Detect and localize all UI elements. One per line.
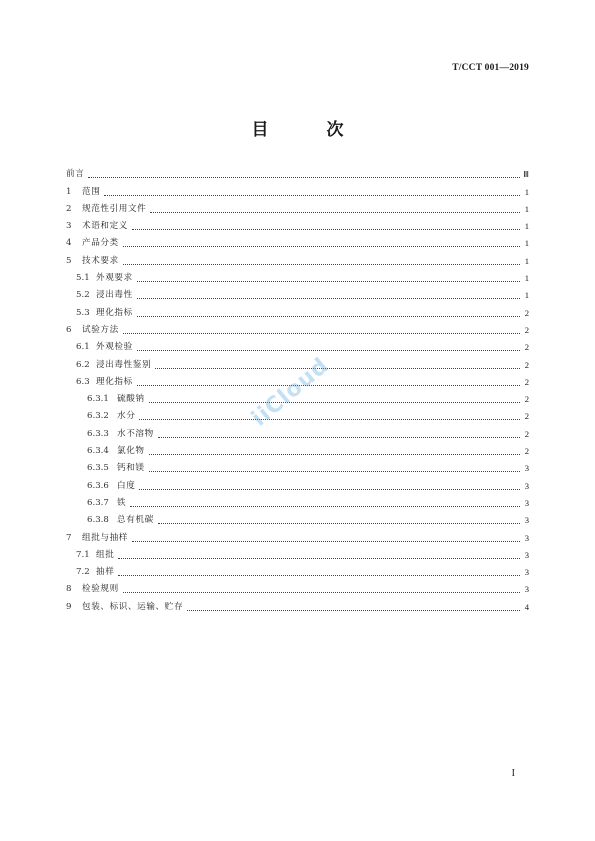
toc-dot-leader	[123, 591, 520, 593]
toc-entry-number: 6.3.3	[87, 428, 109, 439]
toc-dot-leader	[123, 245, 520, 247]
toc-entry[interactable]	[66, 319, 529, 336]
toc-entry-page: 2	[524, 307, 529, 318]
toc-dot-leader	[155, 367, 520, 369]
toc-entry-title: 规范性引用文件	[82, 203, 147, 214]
toc-dot-leader	[123, 332, 520, 334]
toc-entry-number: 7.1	[76, 549, 90, 560]
toc-entry[interactable]	[66, 267, 529, 284]
toc-entry-title: 抽样	[96, 567, 115, 578]
toc-entry-page: 3	[524, 497, 529, 508]
page-number: I	[511, 768, 515, 779]
toc-entry-number: 6.3.5	[87, 463, 109, 474]
toc-entry-page: 2	[524, 394, 529, 405]
toc-entry-page: 2	[524, 376, 529, 387]
toc-entry-number: 4	[66, 238, 72, 249]
toc-entry-number: 3	[66, 221, 72, 232]
toc-dot-leader	[130, 505, 520, 507]
toc-entry-title: 前言	[66, 169, 85, 180]
toc-entry[interactable]	[66, 405, 529, 422]
toc-entry-number: 2	[66, 203, 72, 214]
toc-entry[interactable]	[66, 284, 529, 301]
toc-entry[interactable]	[66, 544, 529, 561]
toc-dot-leader	[132, 540, 520, 542]
toc-entry[interactable]	[66, 353, 529, 370]
toc-entry-page: 2	[524, 342, 529, 353]
toc-dot-leader	[118, 557, 520, 559]
toc-dot-leader	[88, 176, 520, 178]
toc-entry-page: Ⅲ	[523, 169, 529, 180]
toc-entry-number: 5.2	[76, 290, 90, 301]
toc-entry-title: 理化指标	[96, 376, 133, 387]
toc-entry-title: 铁	[117, 497, 127, 508]
toc-entry-number: 9	[66, 601, 72, 612]
toc-entry-title: 组批	[96, 549, 115, 560]
toc-entry-page: 3	[524, 549, 529, 560]
toc-entry[interactable]	[66, 595, 529, 612]
toc-dot-leader	[118, 574, 520, 576]
toc-entry-title: 组批与抽样	[82, 532, 128, 543]
toc-entry-title: 白度	[117, 480, 136, 491]
toc-entry-page: 1	[524, 255, 529, 266]
toc-entry-number: 7.2	[76, 567, 90, 578]
toc-entry[interactable]	[66, 371, 529, 388]
toc-entry[interactable]	[66, 198, 529, 215]
page-title: 目 次	[251, 120, 370, 140]
watermark-text: iiCloud	[247, 353, 334, 432]
toc-dot-leader	[139, 488, 520, 490]
toc-entry-title: 水分	[117, 411, 136, 422]
toc-entry-number: 6.3.4	[87, 446, 109, 457]
toc-entry-number: 6.3.2	[87, 411, 109, 422]
toc-entry-page: 3	[524, 480, 529, 491]
toc-entry-number: 6.3.7	[87, 497, 109, 508]
toc-entry-title: 产品分类	[82, 238, 119, 249]
toc-entry-title: 包装、标识、运输、贮存	[82, 601, 184, 612]
toc-entry-page: 3	[524, 584, 529, 595]
toc-entry-number: 8	[66, 584, 72, 595]
toc-entry-page: 2	[524, 446, 529, 457]
toc-entry-page: 1	[524, 203, 529, 214]
toc-dot-leader	[137, 297, 520, 299]
toc-entry-page: 1	[524, 238, 529, 249]
table-of-contents	[66, 163, 529, 613]
toc-entry-title: 硫酸钠	[117, 394, 145, 405]
toc-entry[interactable]	[66, 422, 529, 439]
toc-dot-leader	[158, 522, 520, 524]
toc-entry[interactable]	[66, 336, 529, 353]
toc-entry-number: 5.1	[76, 273, 90, 284]
toc-entry-title: 范围	[82, 186, 101, 197]
toc-entry[interactable]	[66, 440, 529, 457]
toc-entry-page: 1	[524, 273, 529, 284]
toc-entry[interactable]	[66, 561, 529, 578]
toc-entry-number: 6.3.6	[87, 480, 109, 491]
toc-entry-page: 2	[524, 359, 529, 370]
toc-entry-title: 外观检验	[96, 342, 133, 353]
toc-entry-title: 外观要求	[96, 273, 133, 284]
toc-entry-page: 1	[524, 221, 529, 232]
toc-entry[interactable]	[66, 457, 529, 474]
toc-dot-leader	[137, 349, 520, 351]
toc-entry[interactable]	[66, 578, 529, 595]
toc-entry[interactable]	[66, 301, 529, 318]
toc-entry[interactable]	[66, 215, 529, 232]
toc-dot-leader	[149, 470, 520, 472]
toc-entry[interactable]	[66, 232, 529, 249]
toc-dot-leader	[137, 384, 520, 386]
toc-entry-page: 2	[524, 411, 529, 422]
toc-entry-number: 6.3.1	[87, 394, 109, 405]
toc-entry-number: 1	[66, 186, 72, 197]
toc-dot-leader	[137, 280, 520, 282]
toc-entry-title: 钙和镁	[117, 463, 145, 474]
toc-dot-leader	[139, 418, 520, 420]
toc-entry-number: 6	[66, 324, 72, 335]
toc-dot-leader	[149, 453, 520, 455]
toc-entry[interactable]	[66, 180, 529, 197]
toc-dot-leader	[132, 228, 520, 230]
toc-entry[interactable]	[66, 474, 529, 491]
toc-dot-leader	[149, 401, 520, 403]
toc-entry[interactable]	[66, 388, 529, 405]
toc-entry[interactable]	[66, 492, 529, 509]
toc-entry-number: 7	[66, 532, 72, 543]
toc-dot-leader	[137, 315, 520, 317]
toc-entry-title: 氯化物	[117, 446, 145, 457]
toc-dot-leader	[187, 609, 520, 611]
toc-entry-title: 技术要求	[82, 255, 119, 266]
toc-entry-number: 5.3	[76, 307, 90, 318]
toc-entry-title: 检验规则	[82, 584, 119, 595]
toc-entry[interactable]	[66, 249, 529, 266]
toc-entry-title: 总有机碳	[117, 515, 154, 526]
toc-entry-title: 水不溶物	[117, 428, 154, 439]
toc-entry-title: 浸出毒性	[96, 290, 133, 301]
toc-entry-page: 3	[524, 532, 529, 543]
toc-entry-title: 理化指标	[96, 307, 133, 318]
toc-entry-page: 2	[524, 428, 529, 439]
toc-entry-number: 5	[66, 255, 72, 266]
toc-entry-number: 6.3	[76, 376, 90, 387]
toc-entry-title: 浸出毒性鉴别	[96, 359, 152, 370]
toc-entry-page: 1	[524, 290, 529, 301]
toc-entry-page: 1	[524, 186, 529, 197]
toc-dot-leader	[158, 436, 520, 438]
toc-dot-leader	[104, 194, 520, 196]
document-code: T/CCT 001—2019	[452, 63, 529, 73]
toc-entry-page: 2	[524, 324, 529, 335]
toc-entry-page: 3	[524, 567, 529, 578]
toc-entry-title: 术语和定义	[82, 221, 128, 232]
toc-entry[interactable]	[66, 509, 529, 526]
toc-entry-title: 试验方法	[82, 324, 119, 335]
toc-entry-number: 6.3.8	[87, 515, 109, 526]
toc-dot-leader	[123, 263, 520, 265]
toc-dot-leader	[150, 211, 520, 213]
toc-entry-page: 4	[524, 601, 529, 612]
toc-entry-number: 6.2	[76, 359, 90, 370]
toc-entry-page: 3	[524, 515, 529, 526]
toc-entry-number: 6.1	[76, 342, 90, 353]
toc-entry[interactable]	[66, 163, 529, 180]
toc-entry[interactable]	[66, 526, 529, 543]
toc-entry-page: 3	[524, 463, 529, 474]
